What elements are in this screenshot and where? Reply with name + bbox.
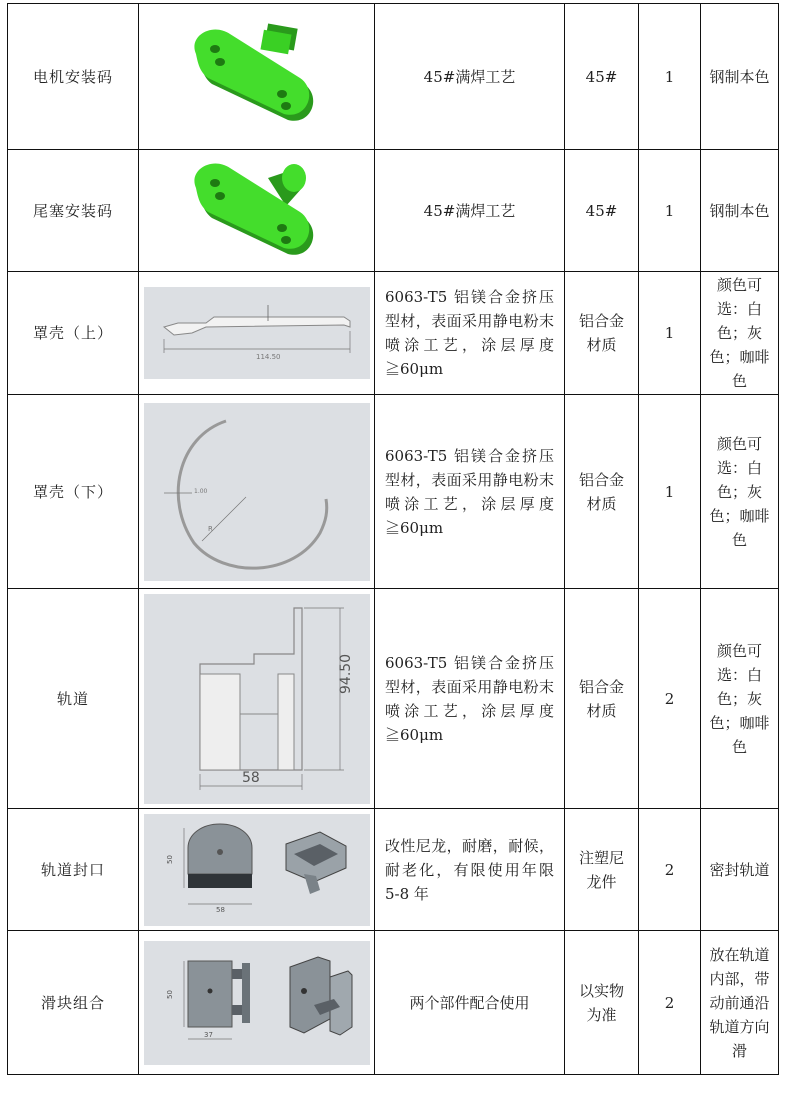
part-process: 6063-T5 铝镁合金挤压型材，表面采用静电粉末喷涂工艺，涂层厚度≧60μm <box>375 272 565 395</box>
table-row <box>8 272 779 395</box>
parts-spec-table <box>7 3 779 1075</box>
table-row <box>8 395 779 589</box>
part-note: 密封轨道 <box>701 809 779 931</box>
part-name: 罩壳（下） <box>8 395 139 589</box>
green-mount-bracket-motor-icon <box>182 22 332 132</box>
dimension-label-height: 50 <box>165 989 174 999</box>
part-note: 颜色可选：白色；灰色；咖啡色 <box>701 395 779 589</box>
part-material: 以实物为准 <box>565 931 639 1075</box>
table-row <box>8 931 779 1075</box>
part-quantity: 2 <box>639 809 701 931</box>
part-note: 颜色可选：白色；灰色；咖啡色 <box>701 589 779 809</box>
part-note: 钢制本色 <box>701 150 779 272</box>
part-quantity: 1 <box>639 272 701 395</box>
part-material: 铝合金材质 <box>565 272 639 395</box>
part-name: 电机安装码 <box>8 4 139 150</box>
part-note: 颜色可选：白色；灰色；咖啡色 <box>701 272 779 395</box>
part-quantity: 1 <box>639 395 701 589</box>
part-image <box>139 150 375 272</box>
part-process: 两个部件配合使用 <box>375 931 565 1075</box>
dimension-label-width: 58 <box>215 905 225 914</box>
part-material: 45# <box>565 150 639 272</box>
part-material: 45# <box>565 4 639 150</box>
part-image <box>139 272 375 395</box>
part-image <box>139 931 375 1075</box>
part-note: 钢制本色 <box>701 4 779 150</box>
part-name: 轨道 <box>8 589 139 809</box>
part-material: 注塑尼龙件 <box>565 809 639 931</box>
part-process: 45#满焊工艺 <box>375 4 565 150</box>
svg-text:R: R <box>207 524 213 533</box>
part-image <box>139 4 375 150</box>
part-quantity: 1 <box>639 150 701 272</box>
track-profile-drawing <box>144 594 370 804</box>
track-end-cap-drawing <box>144 814 370 926</box>
part-process: 6063-T5 铝镁合金挤压型材，表面采用静电粉末喷涂工艺，涂层厚度≧60μm <box>375 395 565 589</box>
table-row <box>8 150 779 272</box>
lower-cover-arc-drawing <box>144 403 370 581</box>
part-material: 铝合金材质 <box>565 589 639 809</box>
dimension-label-width: 37 <box>203 1030 213 1039</box>
part-name: 罩壳（上） <box>8 272 139 395</box>
part-name: 尾塞安装码 <box>8 150 139 272</box>
dimension-label-height: 94.50 <box>337 653 354 694</box>
part-image <box>139 809 375 931</box>
part-note: 放在轨道内部，带动前通沿轨道方向滑 <box>701 931 779 1075</box>
part-name: 轨道封口 <box>8 809 139 931</box>
part-process: 45#满焊工艺 <box>375 150 565 272</box>
dimension-label-width: 58 <box>241 769 260 786</box>
part-material: 铝合金材质 <box>565 395 639 589</box>
table-row <box>8 4 779 150</box>
dimension-label: 114.50 <box>255 353 280 361</box>
slider-assembly-drawing <box>144 941 370 1065</box>
part-image <box>139 395 375 589</box>
table-row <box>8 809 779 931</box>
part-quantity: 2 <box>639 931 701 1075</box>
dimension-label: 1.00 <box>193 487 207 495</box>
green-mount-bracket-plug-icon <box>182 156 332 266</box>
part-name: 滑块组合 <box>8 931 139 1075</box>
part-image <box>139 589 375 809</box>
part-process: 改性尼龙，耐磨，耐候，耐老化，有限使用年限 5-8 年 <box>375 809 565 931</box>
dimension-label-height: 50 <box>165 854 174 864</box>
upper-cover-profile-drawing <box>144 287 370 379</box>
part-quantity: 2 <box>639 589 701 809</box>
table-row <box>8 589 779 809</box>
part-process: 6063-T5 铝镁合金挤压型材，表面采用静电粉末喷涂工艺，涂层厚度≧60μm <box>375 589 565 809</box>
part-quantity: 1 <box>639 4 701 150</box>
